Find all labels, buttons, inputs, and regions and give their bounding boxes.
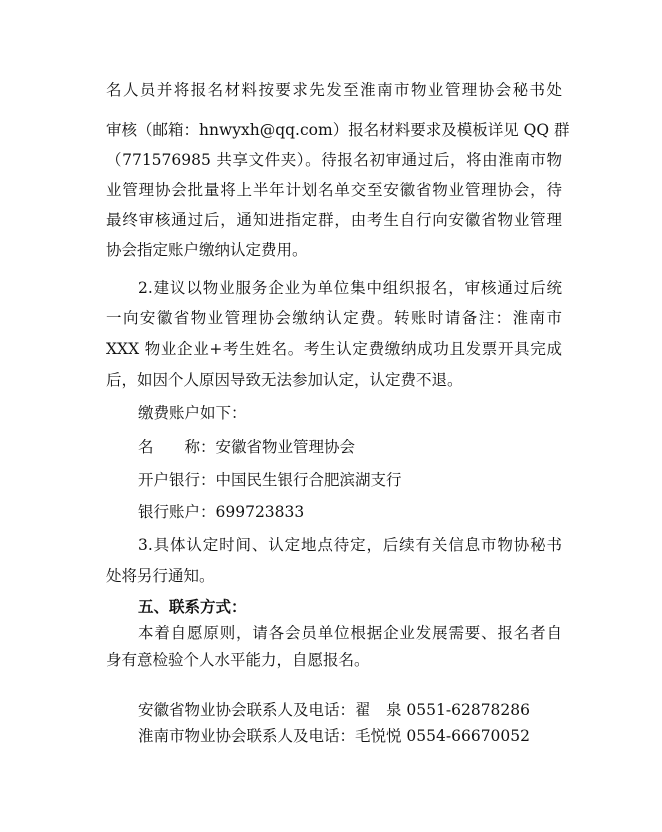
contact-huainan: 淮南市物业协会联系人及电话：毛悦悦 0554-66670052 xyxy=(138,727,531,745)
paragraph-line: 后，如因个人原因导致无法参加认定，认定费不退。 xyxy=(106,371,463,389)
paragraph-line: （771576985 共享文件夹）。待报名初审通过后，将由淮南市物 xyxy=(106,151,562,169)
paragraph-line: XXX 物业企业+考生姓名。考生认定费缴纳成功且发票开具完成 xyxy=(106,340,562,358)
paragraph-line: 3.具体认定时间、认定地点待定，后续有关信息市物协秘书 xyxy=(138,536,562,554)
account-number: 银行账户：699723833 xyxy=(138,503,305,521)
contact-anhui: 安徽省物业协会联系人及电话：翟 泉 0551-62878286 xyxy=(138,701,531,719)
paragraph-line: 最终审核通过后，通知进指定群，由考生自行向安徽省物业管理 xyxy=(106,211,562,229)
account-bank: 开户银行：中国民生银行合肥滨湖支行 xyxy=(138,471,402,489)
paragraph-line: 处将另行通知。 xyxy=(106,567,215,585)
section-heading: 五、联系方式： xyxy=(138,597,247,616)
paragraph-line: 协会指定账户缴纳认定费用。 xyxy=(106,241,308,259)
paragraph-line: 2.建议以物业服务企业为单位集中组织报名，审核通过后统 xyxy=(138,279,562,297)
paragraph-line: 本着自愿原则，请各会员单位根据企业发展需要、报名者自 xyxy=(138,624,562,642)
paragraph-line: 名人员并将报名材料按要求先发至淮南市物业管理协会秘书处 xyxy=(106,81,562,99)
paragraph-line: 一向安徽省物业管理协会缴纳认定费。转账时请备注：淮南市 xyxy=(106,309,562,327)
account-heading: 缴费账户如下： xyxy=(138,404,247,422)
account-name: 名 称：安徽省物业管理协会 xyxy=(138,438,356,456)
paragraph-line: 身有意检验个人水平能力，自愿报名。 xyxy=(106,651,370,669)
paragraph-line: 审核（邮箱：hnwyxh@qq.com）报名材料要求及模板详见 QQ 群 xyxy=(106,121,570,139)
paragraph-line: 业管理协会批量将上半年计划名单交至安徽省物业管理协会，待 xyxy=(106,181,562,199)
